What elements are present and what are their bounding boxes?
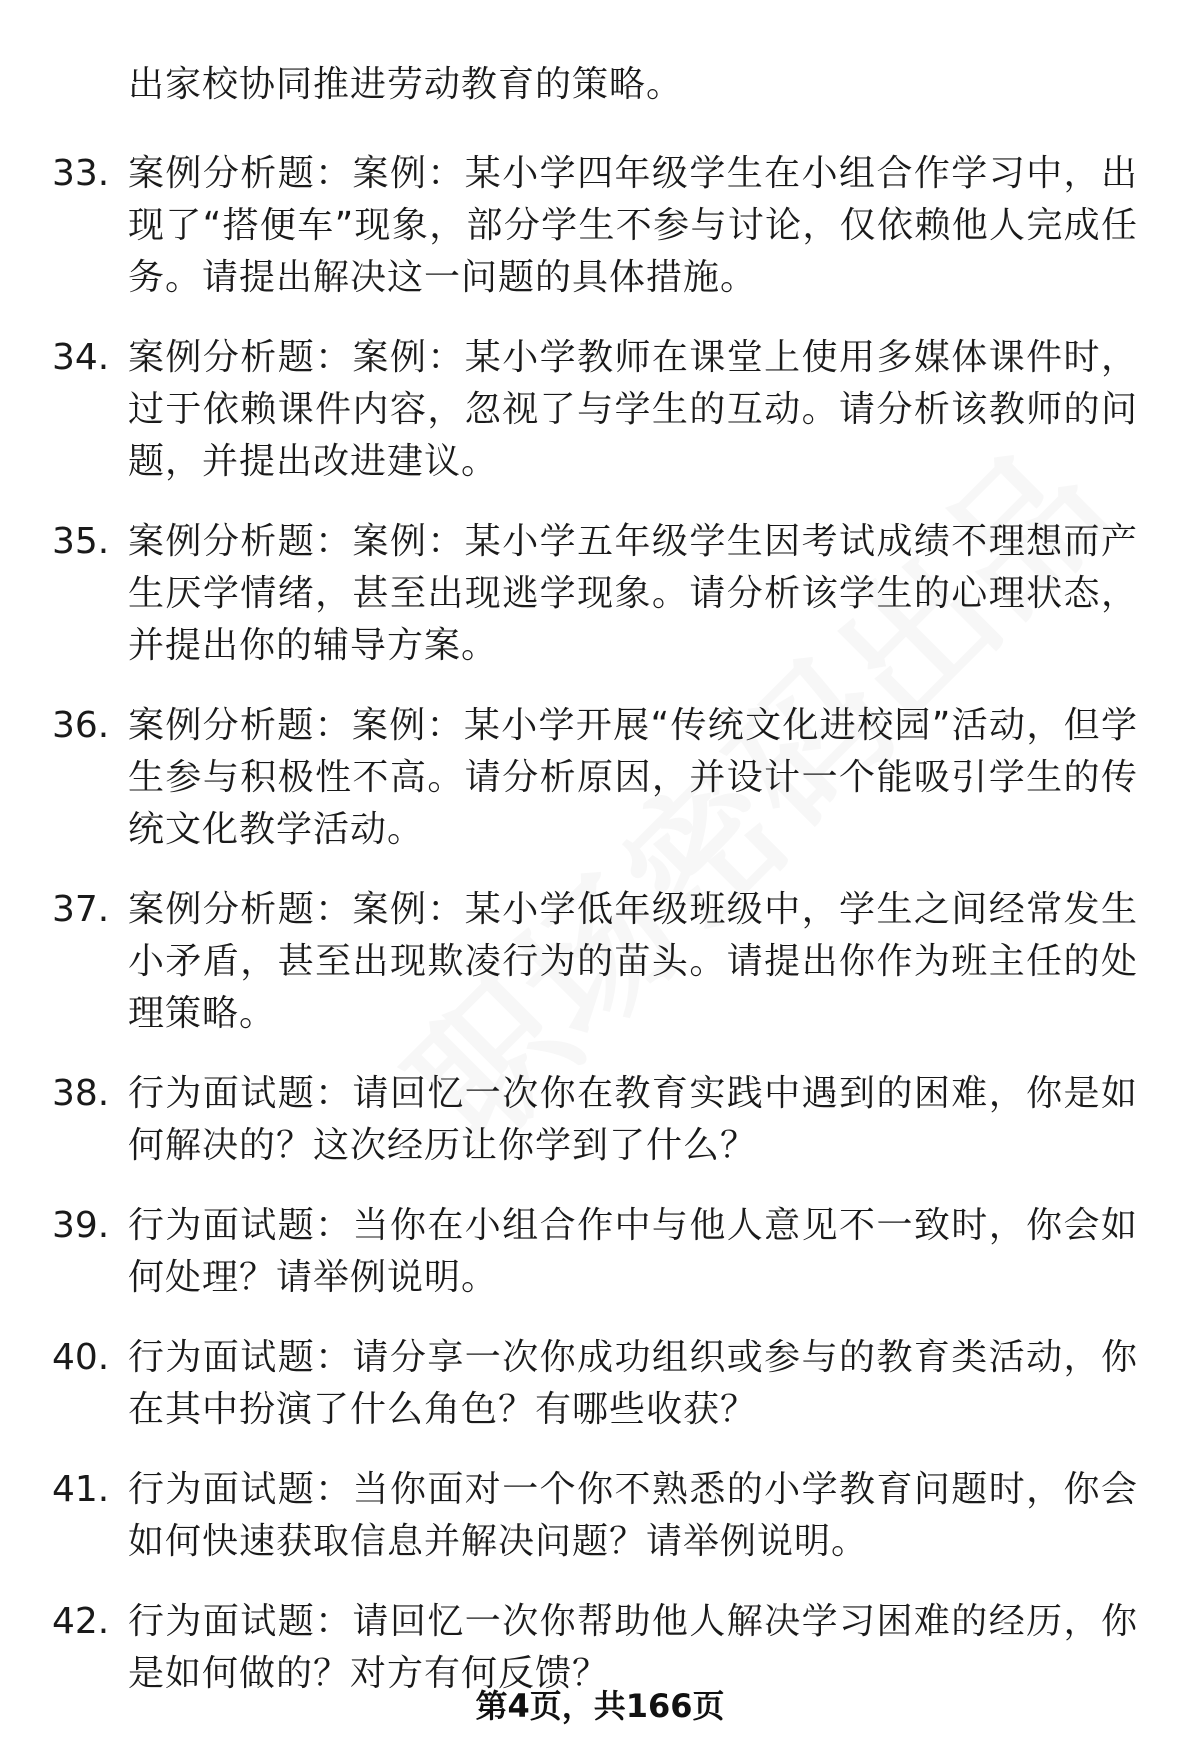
question-item — [52, 1332, 1152, 1436]
question-number: 36. — [52, 705, 110, 746]
question-text: 案例分析题：案例：某小学四年级学生在小组合作学习中，出现了“搭便车”现象，部分学生不参与讨论，仅依赖他人完成任务。请提出解决这一问题的具体措施。 — [128, 153, 1138, 298]
question-item — [52, 1068, 1152, 1172]
question-number: 37. — [52, 889, 110, 930]
continuation-text: 出家校协同推进劳动教育的策略。 — [128, 64, 684, 105]
question-number: 35. — [52, 521, 110, 562]
question-number: 33. — [52, 153, 110, 194]
question-number: 41. — [52, 1469, 110, 1510]
question-item — [52, 332, 1152, 488]
question-text: 行为面试题：当你面对一个你不熟悉的小学教育问题时，你会如何快速获取信息并解决问题？请举例说明。 — [128, 1469, 1138, 1562]
question-list — [52, 148, 1152, 1728]
question-item — [52, 148, 1152, 304]
question-text: 行为面试题：请分享一次你成功组织或参与的教育类活动，你在其中扮演了什么角色？有哪些收获？ — [128, 1337, 1138, 1430]
question-number: 34. — [52, 337, 110, 378]
question-item — [52, 1596, 1152, 1700]
question-number: 42. — [52, 1601, 110, 1642]
question-text: 行为面试题：当你在小组合作中与他人意见不一致时，你会如何处理？请举例说明。 — [128, 1205, 1138, 1298]
question-text: 案例分析题：案例：某小学低年级班级中，学生之间经常发生小矛盾，甚至出现欺凌行为的苗头。请提出你作为班主任的处理策略。 — [128, 889, 1138, 1034]
question-item — [52, 1200, 1152, 1304]
question-number: 38. — [52, 1073, 110, 1114]
question-text: 行为面试题：请回忆一次你在教育实践中遇到的困难，你是如何解决的？这次经历让你学到了什么？ — [128, 1073, 1138, 1166]
question-text: 案例分析题：案例：某小学开展“传统文化进校园”活动，但学生参与积极性不高。请分析原因，并设计一个能吸引学生的传统文化教学活动。 — [128, 705, 1138, 850]
page-footer: 第4页，共166页 — [475, 1687, 725, 1725]
question-number: 40. — [52, 1337, 110, 1378]
question-item — [52, 884, 1152, 1040]
question-number: 39. — [52, 1205, 110, 1246]
question-text: 案例分析题：案例：某小学五年级学生因考试成绩不理想而产生厌学情绪，甚至出现逃学现象。请分析该学生的心理状态，并提出你的辅导方案。 — [128, 521, 1138, 666]
question-item — [52, 516, 1152, 672]
question-text: 行为面试题：请回忆一次你帮助他人解决学习困难的经历，你是如何做的？对方有何反馈？ — [128, 1601, 1138, 1694]
question-item — [52, 1464, 1152, 1568]
question-text: 案例分析题：案例：某小学教师在课堂上使用多媒体课件时，过于依赖课件内容，忽视了与学生的互动。请分析该教师的问题，并提出改进建议。 — [128, 337, 1138, 482]
question-item — [52, 700, 1152, 856]
